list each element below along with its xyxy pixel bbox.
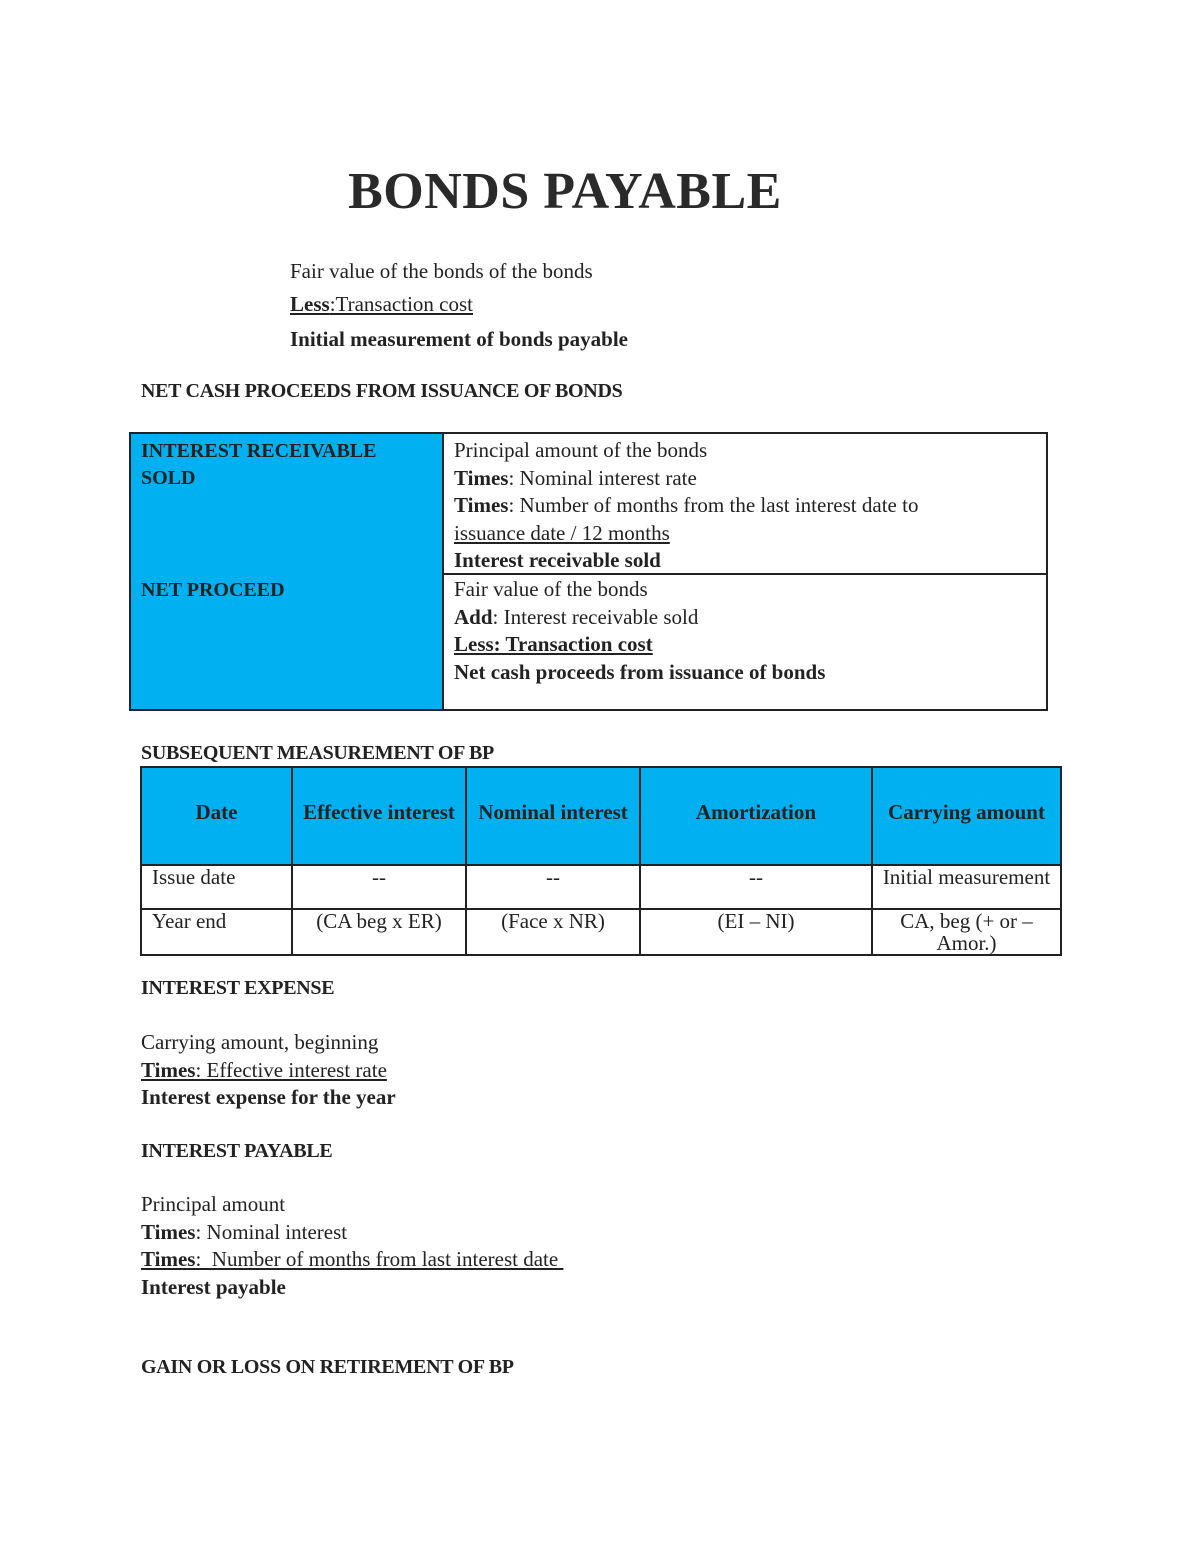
table-cell: CA, beg (+ or – Amor.) [872, 909, 1061, 955]
interest-expense-block [141, 1029, 396, 1112]
initial-measurement-block [290, 255, 628, 356]
column-header: Carrying amount [872, 767, 1061, 865]
times-text: : Nominal interest [195, 1219, 348, 1244]
net-proceed-desc [454, 576, 1038, 686]
add-label: Add [454, 604, 493, 629]
times-line [454, 465, 1038, 493]
interest-payable-block [141, 1191, 563, 1301]
principal-line: Principal amount of the bonds [454, 438, 708, 462]
fair-value-line: Fair value of the bonds [454, 577, 648, 601]
initial-measurement-total: Initial measurement of bonds payable [290, 327, 628, 351]
header-row [141, 767, 1061, 865]
add-text: : Interest receivable sold [492, 604, 699, 629]
net-proceeds-total: Net cash proceeds from issuance of bonds [454, 659, 826, 684]
fair-value-line: Fair value of the bonds of the bonds [290, 259, 593, 283]
interest-receivable-total: Interest receivable sold [454, 548, 661, 572]
less-transaction-line: Less: Transaction cost [454, 632, 653, 656]
table-cell: (Face x NR) [466, 909, 640, 955]
table-row [131, 573, 1046, 709]
times-text: : Nominal interest rate [508, 465, 697, 490]
times-line [141, 1057, 396, 1085]
interest-expense-heading: INTEREST EXPENSE [141, 977, 335, 999]
interest-payable-total: Interest payable [141, 1274, 286, 1299]
table-row [141, 865, 1061, 909]
table-cell: Issue date [141, 865, 292, 909]
net-proceed-label: NET PROCEED [131, 573, 444, 709]
table-cell: Initial measurement [872, 865, 1061, 909]
table-cell: -- [640, 865, 872, 909]
add-line [454, 604, 1038, 632]
subsequent-heading: SUBSEQUENT MEASUREMENT OF BP [141, 742, 494, 764]
times-label: Times [141, 1057, 196, 1082]
column-header: Effective interest [292, 767, 466, 865]
column-header: Date [141, 767, 292, 865]
times-text: : Number of months from last interest date [195, 1247, 564, 1271]
interest-expense-total: Interest expense for the year [141, 1085, 396, 1109]
interest-receivable-desc [454, 437, 1038, 575]
carrying-amount-line: Carrying amount, beginning [141, 1030, 379, 1054]
times-label: Times [454, 493, 509, 517]
net-cash-table [129, 432, 1048, 711]
table-cell: Year end [141, 909, 292, 955]
times-line [454, 492, 1038, 520]
times-text: : Effective interest rate [195, 1057, 387, 1082]
times-label: Times [141, 1247, 196, 1271]
transaction-cost-text: :Transaction cost [329, 292, 473, 316]
table-cell: -- [466, 865, 640, 909]
table-cell: (EI – NI) [640, 909, 872, 955]
table-row [131, 434, 1046, 575]
principal-line: Principal amount [141, 1192, 286, 1216]
retirement-heading: GAIN OR LOSS ON RETIREMENT OF BP [141, 1356, 514, 1378]
interest-receivable-label: INTEREST RECEIVABLE SOLD [131, 434, 444, 573]
interest-payable-heading: INTEREST PAYABLE [141, 1140, 333, 1162]
table-row [141, 909, 1061, 955]
times-line [141, 1246, 563, 1274]
less-label: Less [290, 292, 330, 316]
times-text: : Number of months from the last interest date to [508, 493, 919, 517]
subsequent-measurement-table [140, 766, 1062, 956]
page-title: BONDS PAYABLE [348, 163, 782, 220]
less-transaction-line [290, 288, 628, 321]
net-cash-heading: NET CASH PROCEEDS FROM ISSUANCE OF BONDS [141, 380, 623, 402]
table-cell: (CA beg x ER) [292, 909, 466, 955]
column-header: Nominal interest [466, 767, 640, 865]
times-label: Times [141, 1219, 196, 1244]
times-line [141, 1219, 563, 1247]
times-label: Times [454, 465, 509, 490]
table-cell: -- [292, 865, 466, 909]
column-header: Amortization [640, 767, 872, 865]
issuance-date-line: issuance date / 12 months [454, 520, 670, 545]
